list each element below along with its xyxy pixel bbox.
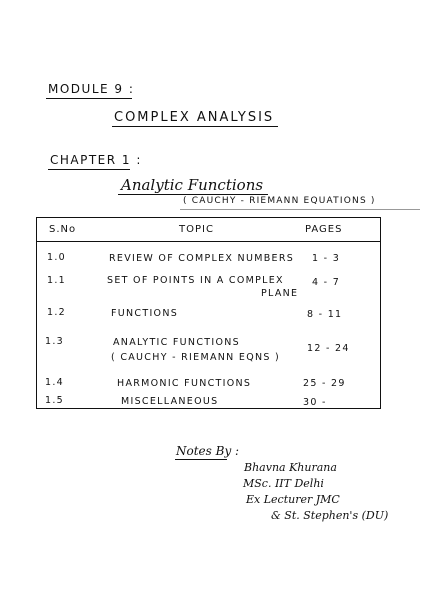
author-affiliation: & St. Stephen's (DU) [271, 509, 389, 522]
chapter-title: Analytic Functions [121, 176, 264, 194]
contents-table [36, 217, 381, 409]
row-pages: 8 - 11 [307, 309, 343, 320]
notes-label: Notes By : [176, 444, 240, 458]
column-header-topic: TOPIC [179, 224, 214, 235]
row-pages: 30 - [303, 397, 327, 408]
chapter-subtitle: ( CAUCHY - RIEMANN EQUATIONS ) [183, 196, 376, 206]
row-sno: 1.2 [47, 307, 67, 318]
notes-label-underline [175, 459, 227, 460]
module-heading: MODULE 9 : [48, 82, 135, 96]
row-pages: 1 - 3 [312, 253, 341, 264]
row-topic: MISCELLANEOUS [121, 396, 219, 407]
row-sno: 1.0 [47, 252, 67, 263]
author-position: Ex Lecturer JMC [246, 493, 340, 506]
row-pages: 12 - 24 [307, 343, 350, 354]
row-sno: 1.1 [47, 275, 67, 286]
chapter-subtitle-underline [180, 209, 420, 210]
author-qualification: MSc. IIT Delhi [243, 477, 324, 490]
row-topic: REVIEW OF COMPLEX NUMBERS [109, 253, 295, 264]
chapter-heading-underline [48, 169, 130, 170]
module-heading-underline [46, 98, 132, 99]
row-pages: 25 - 29 [303, 378, 346, 389]
row-sno: 1.4 [45, 377, 65, 388]
author-name: Bhavna Khurana [244, 461, 337, 474]
chapter-title-underline [118, 194, 268, 195]
subject-title-underline [112, 126, 278, 127]
row-sno: 1.3 [45, 336, 65, 347]
row-topic-continuation: ( CAUCHY - RIEMANN EQNS ) [111, 352, 281, 363]
table-header-rule [37, 241, 380, 242]
subject-title: COMPLEX ANALYSIS [114, 110, 275, 125]
chapter-heading: CHAPTER 1 : [50, 153, 142, 167]
row-topic: FUNCTIONS [111, 308, 179, 319]
row-topic: HARMONIC FUNCTIONS [117, 378, 252, 389]
row-topic: SET OF POINTS IN A COMPLEX [107, 275, 284, 286]
row-sno: 1.5 [45, 395, 65, 406]
column-header-pages: PAGES [305, 224, 343, 235]
row-topic: ANALYTIC FUNCTIONS [113, 337, 240, 348]
column-header-sno: S.No [49, 224, 77, 235]
row-pages: 4 - 7 [312, 277, 341, 288]
row-topic-continuation: PLANE [261, 288, 299, 299]
